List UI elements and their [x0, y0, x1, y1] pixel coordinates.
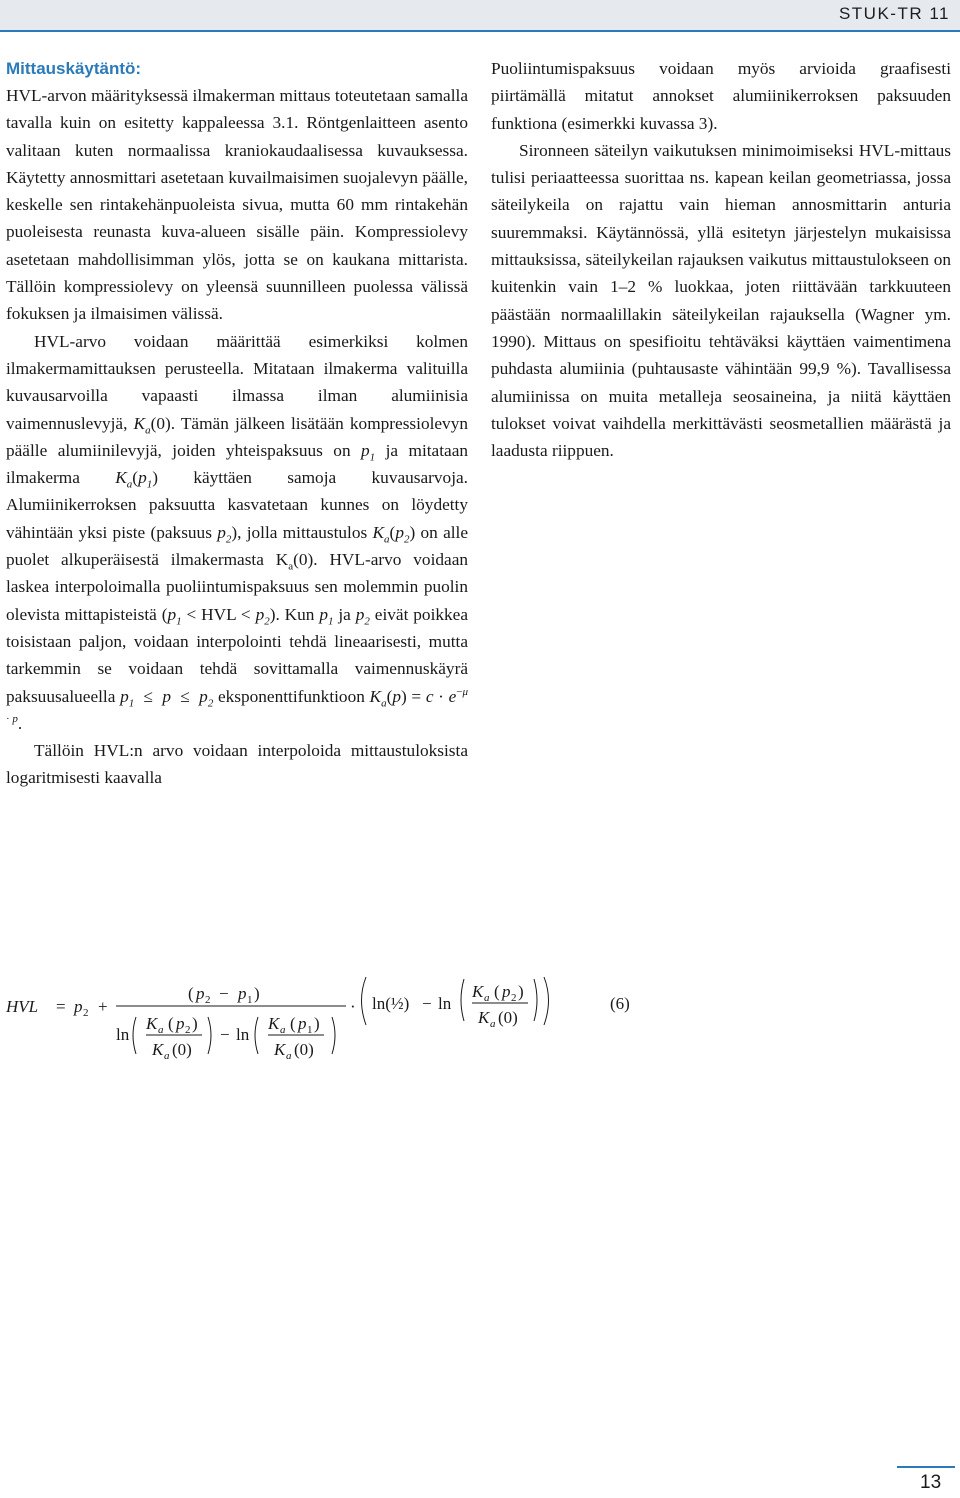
svg-text:K: K [268, 1014, 280, 1033]
svg-text:2: 2 [511, 992, 517, 1004]
svg-text:ln(½): ln(½) [372, 994, 410, 1013]
svg-text:(0): (0) [498, 1008, 518, 1027]
svg-text:): ) [518, 982, 524, 1001]
svg-text:p: p [196, 984, 205, 1003]
svg-text:−: − [220, 1025, 230, 1044]
paragraph-graphical: Puoliintumispaksuus voidaan myös arvioida graafisesti piirtämällä mitatut annokset alumiinikerroksen paksuuden funktiona (esimerkki kuvassa 3). [491, 59, 951, 133]
paragraph-method: HVL-arvo voidaan määrittää esimerkiksi kolmen ilmakermamittauksen perusteella. Mitataan ilmakerma valituilla kuvausarvoilla vapaasti ilmassa ilman alumiinisia vaimennuslevyjä, $K_a(0)$. Tämän jälkeen lisätään kompressiolevyn päälle alumiinilevyjä, joiden yhteispaksuus on $p_1$ ja mitataan ilmakerma $K_a(p_1)$ käyttäen samoja kuvausarvoja. Alumiinikerroksen paksuutta kasvatetaan kunnes on löydetty vähintään yksi piste (paksuus $p_2$), jolla mittaustulos $K_a(p_2)$ on alle puolet alkuperäisestä ilmakermasta $K_a(0)$. HVL-arvo voidaan laskea interpoloimalla puoliintumispaksuus sen molemmin puolin olevista mittapisteistä ($p_1$ < HVL < $p_2$). Kun $p_1$ ja $p_2$ eivät poikkea toisistaan paljon, voidaan interpolointi tehdä lineaarisesti, mutta tarkemmin se voidaan tehdä sovittamalla vaimennuskäyrä paksuusalueella $p_1 \le p \le p_2$ eksponenttifunktioon $K_a(p) = c \cdot e^{-\mu \cdot p}$. [6, 331, 469, 733]
svg-text:a: a [158, 1024, 164, 1036]
svg-text:2: 2 [205, 994, 211, 1006]
svg-text:2: 2 [185, 1024, 191, 1036]
svg-text:K: K [472, 982, 484, 1001]
svg-text:p: p [74, 997, 83, 1016]
svg-text:(: ( [290, 1014, 296, 1033]
svg-text:a: a [280, 1024, 286, 1036]
paragraph-interpolation: Tällöin HVL:n arvo voidaan interpoloida mittaustuloksista logaritmisesti kaavalla [6, 741, 468, 788]
paragraph-setup: HVL-arvon määrityksessä ilmakerman mittaus toteutetaan samalla tavalla kuin on esitetty kappaleessa 3.1. Röntgenlaitteen asento valitaan kuten normaalissa kraniokaudaalisessa kuvauksessa. Käytetty annosmittari asetetaan kuvailmaisimen suojalevyn päälle, keskelle sen rintakehänpuoleista sivua, mutta 60 mm rintakehän puoleisesta reunasta kuva-alueen sisälle päin. Kompressiolevy asetetaan mahdollisimman ylös, jotta se on kaukana mittarista. Tällöin kompressiolevy on yleensä suunnilleen puolessa välissä fokuksen ja ilmaisimen välissä. [6, 86, 468, 324]
formula-equals: = [56, 997, 66, 1016]
svg-text:K: K [152, 1040, 164, 1059]
svg-text:p: p [298, 1014, 307, 1033]
svg-text:(: ( [494, 982, 500, 1001]
header-rule [0, 30, 960, 32]
svg-text:p: p [176, 1014, 185, 1033]
formula-plus: + [98, 997, 108, 1016]
svg-text:a: a [164, 1050, 170, 1062]
header-bar [0, 0, 960, 30]
hvl-formula [6, 975, 636, 1065]
svg-text:(0): (0) [172, 1040, 192, 1059]
report-series-label: STUK-TR 11 [838, 4, 950, 23]
svg-text:a: a [490, 1018, 496, 1030]
svg-text:1: 1 [307, 1024, 313, 1036]
svg-text:(0): (0) [294, 1040, 314, 1059]
svg-text:(: ( [168, 1014, 174, 1033]
paragraph-scatter: Sironneen säteilyn vaikutuksen minimoimiseksi HVL-mittaus tulisi periaatteessa suorittaa ns. kapean keilan geometriassa, jossa säteilykeila on rajattu vain hieman annosmittarin anturia suuremmaksi. Käytännössä, yllä esitetyn järjestelyn mukaisissa mittauksissa, säteilykeilan rajauksen vaikutus mittaustulokseen on kuitenkin vain 1–2 % luokkaa, joten riittävään tarkkuuteen päästään normaalillakin säteilykeilan rajauksella (Wagner ym. 1990). Mittaus on spesifioitu tehtäväksi käyttäen vaimentimena puhdasta alumiinia (puhtausaste vähintään 99,9 %). Tavallisessa alumiinissa on muita metalleja seosaineina, ja niitä käyttäen tulokset voivat vaihdella merkittävästi seosmetallien määrästä ja laadusta riippuen. [491, 140, 951, 461]
svg-text:2: 2 [83, 1007, 89, 1019]
svg-text:p: p [238, 984, 247, 1003]
svg-text:K: K [478, 1008, 490, 1027]
svg-text:K: K [146, 1014, 158, 1033]
svg-text:p: p [502, 982, 511, 1001]
svg-text:a: a [484, 992, 490, 1004]
svg-text:ln: ln [116, 1025, 130, 1044]
formula-hvl: HVL [6, 997, 39, 1016]
left-column [6, 55, 468, 792]
svg-text:): ) [192, 1014, 198, 1033]
svg-text:a: a [286, 1050, 292, 1062]
svg-text:(: ( [188, 984, 194, 1003]
svg-text:−: − [219, 984, 229, 1003]
right-column [491, 55, 951, 464]
formula-dot: · [350, 997, 356, 1016]
svg-text:): ) [254, 984, 260, 1003]
svg-text:ln: ln [236, 1025, 250, 1044]
svg-text:K: K [274, 1040, 286, 1059]
svg-text:ln: ln [438, 994, 452, 1013]
footer-rule [897, 1466, 955, 1468]
page-number: 13 [920, 1472, 942, 1493]
equation-number: (6) [610, 994, 630, 1013]
section-heading: Mittauskäytäntö: [6, 59, 142, 78]
svg-text:1: 1 [247, 994, 253, 1006]
svg-text:): ) [314, 1014, 320, 1033]
svg-text:−: − [422, 994, 432, 1013]
